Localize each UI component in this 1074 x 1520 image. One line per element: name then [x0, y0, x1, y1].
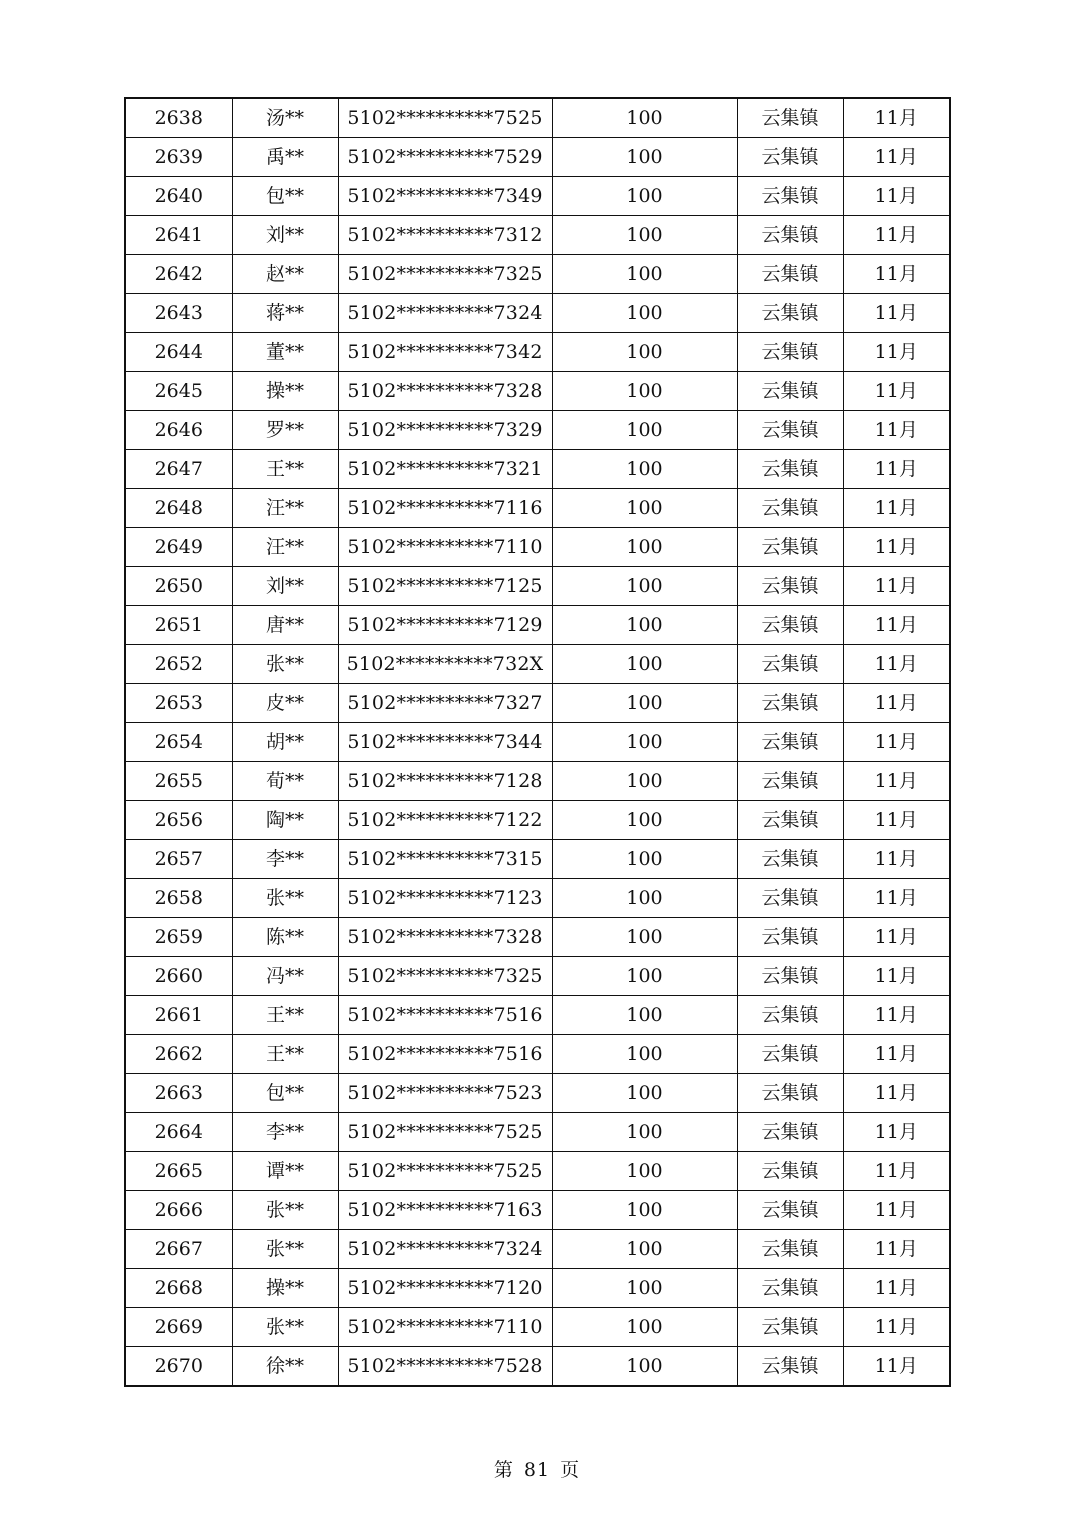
amount-cell: 100 [552, 98, 737, 138]
roster-table-body [125, 98, 950, 1386]
table-row [125, 801, 950, 840]
amount-cell: 100 [552, 801, 737, 840]
month-cell: 11月 [843, 1152, 950, 1191]
serial-cell: 2652 [125, 645, 232, 684]
month-cell: 11月 [843, 98, 950, 138]
serial-cell: 2650 [125, 567, 232, 606]
id-number-cell: 5102**********7324 [338, 294, 552, 333]
serial-cell: 2648 [125, 489, 232, 528]
serial-cell: 2660 [125, 957, 232, 996]
name-cell: 汤** [232, 98, 338, 138]
month-cell: 11月 [843, 879, 950, 918]
town-cell: 云集镇 [737, 1113, 843, 1152]
serial-cell: 2661 [125, 996, 232, 1035]
name-cell: 荀** [232, 762, 338, 801]
serial-cell: 2638 [125, 98, 232, 138]
serial-cell: 2658 [125, 879, 232, 918]
roster-table [124, 97, 951, 1387]
name-cell: 张** [232, 645, 338, 684]
name-cell: 张** [232, 1191, 338, 1230]
serial-cell: 2644 [125, 333, 232, 372]
name-cell: 李** [232, 840, 338, 879]
table-row [125, 1230, 950, 1269]
table-row [125, 177, 950, 216]
month-cell: 11月 [843, 294, 950, 333]
name-cell: 陶** [232, 801, 338, 840]
table-row [125, 372, 950, 411]
table-row [125, 879, 950, 918]
serial-cell: 2665 [125, 1152, 232, 1191]
name-cell: 汪** [232, 528, 338, 567]
month-cell: 11月 [843, 216, 950, 255]
town-cell: 云集镇 [737, 450, 843, 489]
town-cell: 云集镇 [737, 489, 843, 528]
serial-cell: 2645 [125, 372, 232, 411]
month-cell: 11月 [843, 645, 950, 684]
month-cell: 11月 [843, 1074, 950, 1113]
serial-cell: 2642 [125, 255, 232, 294]
town-cell: 云集镇 [737, 411, 843, 450]
amount-cell: 100 [552, 723, 737, 762]
serial-cell: 2666 [125, 1191, 232, 1230]
id-number-cell: 5102**********7516 [338, 996, 552, 1035]
amount-cell: 100 [552, 957, 737, 996]
name-cell: 包** [232, 177, 338, 216]
id-number-cell: 5102**********7349 [338, 177, 552, 216]
town-cell: 云集镇 [737, 957, 843, 996]
amount-cell: 100 [552, 918, 737, 957]
amount-cell: 100 [552, 762, 737, 801]
name-cell: 赵** [232, 255, 338, 294]
amount-cell: 100 [552, 684, 737, 723]
month-cell: 11月 [843, 918, 950, 957]
id-number-cell: 5102**********7125 [338, 567, 552, 606]
serial-cell: 2655 [125, 762, 232, 801]
id-number-cell: 5102**********7110 [338, 528, 552, 567]
serial-cell: 2670 [125, 1347, 232, 1387]
amount-cell: 100 [552, 138, 737, 177]
month-cell: 11月 [843, 723, 950, 762]
id-number-cell: 5102**********7315 [338, 840, 552, 879]
serial-cell: 2668 [125, 1269, 232, 1308]
amount-cell: 100 [552, 1230, 737, 1269]
amount-cell: 100 [552, 294, 737, 333]
name-cell: 包** [232, 1074, 338, 1113]
town-cell: 云集镇 [737, 801, 843, 840]
id-number-cell: 5102**********7120 [338, 1269, 552, 1308]
town-cell: 云集镇 [737, 840, 843, 879]
month-cell: 11月 [843, 684, 950, 723]
town-cell: 云集镇 [737, 606, 843, 645]
id-number-cell: 5102**********7328 [338, 372, 552, 411]
month-cell: 11月 [843, 255, 950, 294]
name-cell: 谭** [232, 1152, 338, 1191]
name-cell: 刘** [232, 216, 338, 255]
serial-cell: 2656 [125, 801, 232, 840]
name-cell: 汪** [232, 489, 338, 528]
name-cell: 陈** [232, 918, 338, 957]
id-number-cell: 5102**********7325 [338, 957, 552, 996]
id-number-cell: 5102**********7321 [338, 450, 552, 489]
name-cell: 冯** [232, 957, 338, 996]
id-number-cell: 5102**********7523 [338, 1074, 552, 1113]
table-row [125, 1152, 950, 1191]
town-cell: 云集镇 [737, 1152, 843, 1191]
table-row [125, 255, 950, 294]
month-cell: 11月 [843, 1113, 950, 1152]
amount-cell: 100 [552, 1074, 737, 1113]
id-number-cell: 5102**********7528 [338, 1347, 552, 1387]
month-cell: 11月 [843, 333, 950, 372]
amount-cell: 100 [552, 1035, 737, 1074]
name-cell: 操** [232, 372, 338, 411]
id-number-cell: 5102**********7342 [338, 333, 552, 372]
amount-cell: 100 [552, 840, 737, 879]
name-cell: 胡** [232, 723, 338, 762]
month-cell: 11月 [843, 372, 950, 411]
name-cell: 张** [232, 1230, 338, 1269]
name-cell: 张** [232, 879, 338, 918]
id-number-cell: 5102**********7324 [338, 1230, 552, 1269]
town-cell: 云集镇 [737, 138, 843, 177]
month-cell: 11月 [843, 996, 950, 1035]
table-row [125, 411, 950, 450]
town-cell: 云集镇 [737, 684, 843, 723]
serial-cell: 2659 [125, 918, 232, 957]
amount-cell: 100 [552, 996, 737, 1035]
id-number-cell: 5102**********7312 [338, 216, 552, 255]
table-row [125, 1035, 950, 1074]
id-number-cell: 5102**********7128 [338, 762, 552, 801]
month-cell: 11月 [843, 606, 950, 645]
amount-cell: 100 [552, 372, 737, 411]
table-row [125, 294, 950, 333]
month-cell: 11月 [843, 450, 950, 489]
month-cell: 11月 [843, 567, 950, 606]
serial-cell: 2639 [125, 138, 232, 177]
id-number-cell: 5102**********7329 [338, 411, 552, 450]
town-cell: 云集镇 [737, 98, 843, 138]
amount-cell: 100 [552, 567, 737, 606]
town-cell: 云集镇 [737, 1035, 843, 1074]
page-footer [0, 1455, 1074, 1482]
month-cell: 11月 [843, 1269, 950, 1308]
name-cell: 王** [232, 1035, 338, 1074]
month-cell: 11月 [843, 528, 950, 567]
month-cell: 11月 [843, 801, 950, 840]
id-number-cell: 5102**********7325 [338, 255, 552, 294]
table-row [125, 1347, 950, 1387]
name-cell: 张** [232, 1308, 338, 1347]
serial-cell: 2664 [125, 1113, 232, 1152]
serial-cell: 2646 [125, 411, 232, 450]
serial-cell: 2651 [125, 606, 232, 645]
town-cell: 云集镇 [737, 762, 843, 801]
table-row [125, 1308, 950, 1347]
amount-cell: 100 [552, 216, 737, 255]
serial-cell: 2663 [125, 1074, 232, 1113]
id-number-cell: 5102**********7525 [338, 1152, 552, 1191]
amount-cell: 100 [552, 411, 737, 450]
town-cell: 云集镇 [737, 1269, 843, 1308]
table-row [125, 957, 950, 996]
month-cell: 11月 [843, 1191, 950, 1230]
amount-cell: 100 [552, 606, 737, 645]
name-cell: 董** [232, 333, 338, 372]
table-row [125, 333, 950, 372]
table-row [125, 996, 950, 1035]
name-cell: 刘** [232, 567, 338, 606]
id-number-cell: 5102**********7525 [338, 1113, 552, 1152]
amount-cell: 100 [552, 1152, 737, 1191]
month-cell: 11月 [843, 762, 950, 801]
amount-cell: 100 [552, 1308, 737, 1347]
table-row [125, 98, 950, 138]
name-cell: 禹** [232, 138, 338, 177]
town-cell: 云集镇 [737, 177, 843, 216]
table-row [125, 567, 950, 606]
amount-cell: 100 [552, 528, 737, 567]
amount-cell: 100 [552, 177, 737, 216]
table-row [125, 840, 950, 879]
page-number: 81 [523, 1459, 551, 1481]
serial-cell: 2669 [125, 1308, 232, 1347]
serial-cell: 2641 [125, 216, 232, 255]
name-cell: 李** [232, 1113, 338, 1152]
serial-cell: 2654 [125, 723, 232, 762]
town-cell: 云集镇 [737, 255, 843, 294]
table-row [125, 138, 950, 177]
table-row [125, 450, 950, 489]
table-row [125, 489, 950, 528]
name-cell: 徐** [232, 1347, 338, 1387]
id-number-cell: 5102**********7525 [338, 98, 552, 138]
table-row [125, 1269, 950, 1308]
town-cell: 云集镇 [737, 567, 843, 606]
town-cell: 云集镇 [737, 333, 843, 372]
amount-cell: 100 [552, 450, 737, 489]
table-row [125, 1191, 950, 1230]
town-cell: 云集镇 [737, 1347, 843, 1387]
id-number-cell: 5102**********7163 [338, 1191, 552, 1230]
id-number-cell: 5102**********7110 [338, 1308, 552, 1347]
town-cell: 云集镇 [737, 1074, 843, 1113]
town-cell: 云集镇 [737, 996, 843, 1035]
footer-prefix: 第 [493, 1459, 514, 1481]
town-cell: 云集镇 [737, 372, 843, 411]
serial-cell: 2662 [125, 1035, 232, 1074]
town-cell: 云集镇 [737, 645, 843, 684]
serial-cell: 2640 [125, 177, 232, 216]
month-cell: 11月 [843, 1347, 950, 1387]
month-cell: 11月 [843, 177, 950, 216]
id-number-cell: 5102**********7344 [338, 723, 552, 762]
name-cell: 王** [232, 996, 338, 1035]
table-row [125, 1113, 950, 1152]
serial-cell: 2657 [125, 840, 232, 879]
table-row [125, 606, 950, 645]
id-number-cell: 5102**********7122 [338, 801, 552, 840]
table-row [125, 528, 950, 567]
serial-cell: 2653 [125, 684, 232, 723]
id-number-cell: 5102**********7327 [338, 684, 552, 723]
table-row [125, 762, 950, 801]
id-number-cell: 5102**********732X [338, 645, 552, 684]
id-number-cell: 5102**********7123 [338, 879, 552, 918]
id-number-cell: 5102**********7328 [338, 918, 552, 957]
name-cell: 唐** [232, 606, 338, 645]
town-cell: 云集镇 [737, 918, 843, 957]
table-row [125, 684, 950, 723]
amount-cell: 100 [552, 333, 737, 372]
month-cell: 11月 [843, 138, 950, 177]
month-cell: 11月 [843, 489, 950, 528]
amount-cell: 100 [552, 1269, 737, 1308]
table-row [125, 723, 950, 762]
name-cell: 蒋** [232, 294, 338, 333]
town-cell: 云集镇 [737, 1308, 843, 1347]
town-cell: 云集镇 [737, 528, 843, 567]
amount-cell: 100 [552, 1191, 737, 1230]
name-cell: 王** [232, 450, 338, 489]
month-cell: 11月 [843, 957, 950, 996]
id-number-cell: 5102**********7529 [338, 138, 552, 177]
month-cell: 11月 [843, 411, 950, 450]
town-cell: 云集镇 [737, 1230, 843, 1269]
name-cell: 操** [232, 1269, 338, 1308]
serial-cell: 2647 [125, 450, 232, 489]
month-cell: 11月 [843, 1230, 950, 1269]
table-row [125, 1074, 950, 1113]
id-number-cell: 5102**********7116 [338, 489, 552, 528]
amount-cell: 100 [552, 645, 737, 684]
month-cell: 11月 [843, 1035, 950, 1074]
serial-cell: 2667 [125, 1230, 232, 1269]
serial-cell: 2649 [125, 528, 232, 567]
table-row [125, 918, 950, 957]
footer-suffix: 页 [560, 1459, 581, 1481]
town-cell: 云集镇 [737, 879, 843, 918]
town-cell: 云集镇 [737, 723, 843, 762]
town-cell: 云集镇 [737, 294, 843, 333]
amount-cell: 100 [552, 255, 737, 294]
id-number-cell: 5102**********7516 [338, 1035, 552, 1074]
id-number-cell: 5102**********7129 [338, 606, 552, 645]
table-row [125, 216, 950, 255]
name-cell: 皮** [232, 684, 338, 723]
amount-cell: 100 [552, 1113, 737, 1152]
serial-cell: 2643 [125, 294, 232, 333]
name-cell: 罗** [232, 411, 338, 450]
town-cell: 云集镇 [737, 216, 843, 255]
month-cell: 11月 [843, 840, 950, 879]
town-cell: 云集镇 [737, 1191, 843, 1230]
amount-cell: 100 [552, 1347, 737, 1387]
table-row [125, 645, 950, 684]
month-cell: 11月 [843, 1308, 950, 1347]
amount-cell: 100 [552, 879, 737, 918]
amount-cell: 100 [552, 489, 737, 528]
